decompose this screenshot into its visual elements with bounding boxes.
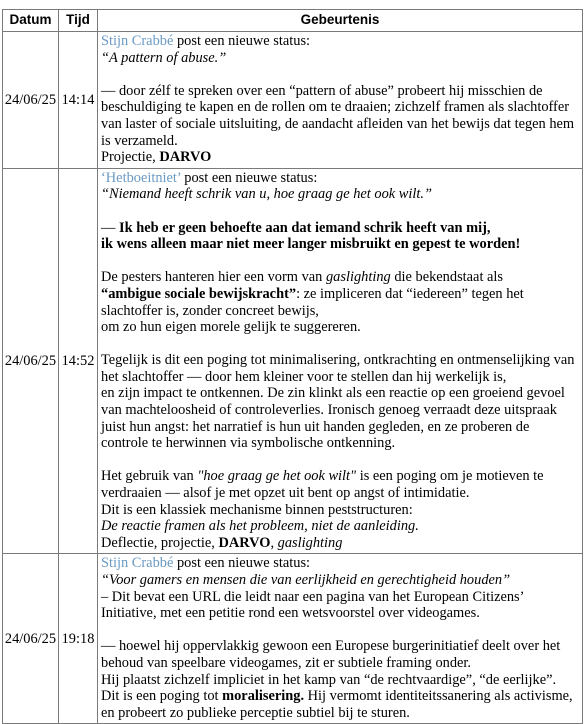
post-text: post een nieuwe status:	[173, 555, 311, 572]
row-event	[98, 554, 583, 724]
analysis-paragraph: Het gebruik van "hoe graag ge het ook wilt" is een poging om je motieven te verdraaien — alsof je met opzet uit bent op angst of intimidatie.	[101, 468, 544, 502]
header-datum: Datum	[3, 10, 59, 32]
analysis-paragraph: – Dit bevat een URL die leidt naar een pagina van het European Citizens’ Initiative, met een petitie rond een wetsvoorstel over videogames.	[101, 588, 524, 622]
author-link[interactable]: ‘Hetboeitniet’	[101, 169, 181, 186]
statement-line-2: ik wens alleen maar niet meer langer misbruikt en gepest te worden!	[101, 236, 521, 253]
status-quote: “A pattern of abuse.”	[101, 49, 227, 66]
analysis-paragraph: Dit is een klassiek mechanisme binnen peststructuren:	[101, 501, 413, 518]
row-event	[98, 32, 583, 169]
row-date: 24/06/25	[3, 554, 59, 724]
status-quote: “Voor gamers en mensen die van eerlijkheid en gerechtigheid houden”	[101, 572, 511, 588]
analysis-paragraph: en probeert zo publieke perceptie subtiel bij te sturen.	[101, 704, 410, 721]
table-row	[3, 32, 583, 169]
analysis-paragraph: “ambigue sociale bewijskracht”: ze impliceren dat “iedereen” tegen het slachtoffer is, zonder concreet bewijs,	[101, 285, 524, 319]
analysis-paragraph: De reactie framen als het probleem, niet de aanleiding.	[101, 518, 419, 535]
timeline-table	[2, 9, 583, 724]
analysis-paragraph: en zijn impact te ontkennen. De zin klinkt als een reactie op een groeiend gevoel van machteloosheid of controleverlies. Ironisch genoeg verraadt deze uitspraak juist hun angst: het narratief is hun uit handen gegleden, en ze proberen de controle te herwinnen via symbolische ontkenning.	[101, 385, 565, 452]
row-time: 14:52	[59, 168, 98, 554]
tags-line: Deflectie, projectie, DARVO, gaslighting	[101, 534, 343, 551]
analysis-paragraph: — door zélf te spreken over een “pattern of abuse” probeert hij misschien de beschuldiging te kapen en de rollen om te draaien; zichzelf framen als slachtoffer van laster of sociale uitsluiting, de aandacht afleiden van het bewijs dat tegen hem is verzameld.	[101, 82, 575, 149]
analysis-paragraph: om zo hun eigen morele gelijk te suggereren.	[101, 319, 361, 336]
row-date: 24/06/25	[3, 168, 59, 554]
analysis-paragraph: De pesters hanteren hier een vorm van gaslighting die bekendstaat als	[101, 269, 504, 286]
header-tijd: Tijd	[59, 10, 98, 32]
analysis-paragraph: Hij plaatst zichzelf impliciet in het kamp van “de rechtvaardige”, “de eerlijke”.	[101, 671, 557, 688]
statement-line-1: — Ik heb er geen behoefte aan dat iemand schrik heeft van mij,	[101, 219, 491, 236]
table-header-row	[3, 10, 583, 32]
row-event	[98, 168, 583, 554]
author-link[interactable]: Stijn Crabbé	[101, 555, 174, 572]
post-text: post een nieuwe status:	[180, 169, 318, 186]
header-gebeurtenis: Gebeurtenis	[98, 10, 583, 32]
row-time: 14:14	[59, 32, 98, 169]
analysis-paragraph: — hoewel hij oppervlakkig gewoon een Europese burgerinitiatief deelt over het behoud van speelbare videogames, zit er subtiele framing onder.	[101, 638, 561, 671]
table-row	[3, 554, 583, 724]
analysis-paragraph: Dit is een poging tot moralisering. Hij vermomt identiteitssanering als activisme,	[101, 688, 573, 705]
row-time: 19:18	[59, 554, 98, 724]
author-link[interactable]: Stijn Crabbé	[101, 33, 174, 49]
analysis-paragraph: Tegelijk is dit een poging tot minimalisering, ontkrachting en ontmenselijking van het slachtoffer — door hem kleiner voor te stellen dan hij werkelijk is,	[101, 352, 575, 385]
row-date: 24/06/25	[3, 32, 59, 169]
post-text: post een nieuwe status:	[173, 33, 311, 49]
table-row	[3, 168, 583, 554]
tags-line: Projectie, DARVO	[101, 149, 212, 166]
status-quote: “Niemand heeft schrik van u, hoe graag ge het ook wilt.”	[101, 186, 432, 203]
